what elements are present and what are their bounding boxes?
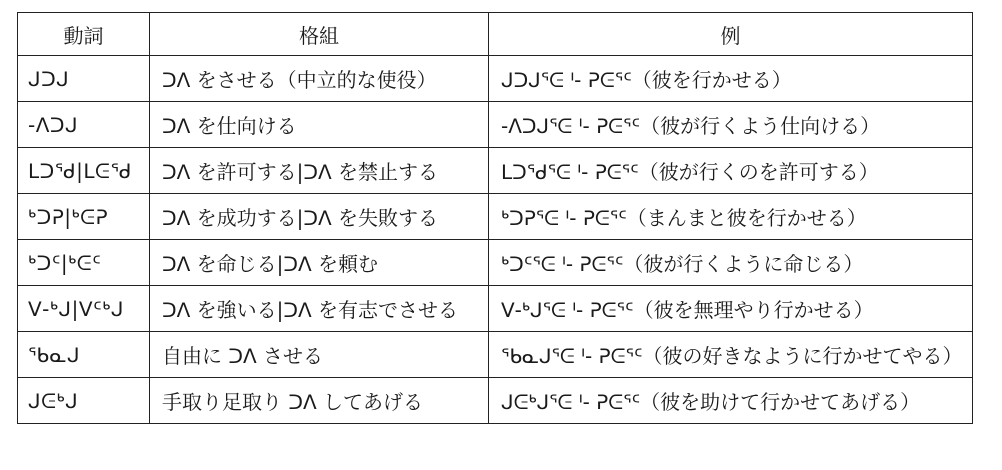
verb-cell: -ᐱᑐᒍ — [18, 102, 150, 148]
header-example: 例 — [489, 13, 973, 56]
table-row — [18, 286, 973, 332]
example-cell: ᖃᓇᒍᕐᕮ ᑊ- ᕈᕮᕐᑦ（彼の好きなように行かせてやる） — [489, 332, 973, 378]
header-verb: 動詞 — [18, 13, 150, 56]
case-frame-cell: ᑐᐱ を成功する|ᑐᐱ を失敗する — [150, 194, 489, 240]
case-frame-cell: ᑐᐱ を許可する|ᑐᐱ を禁止する — [150, 148, 489, 194]
case-frame-cell: ᑐᐱ を仕向ける — [150, 102, 489, 148]
example-cell: ᒍᕮᒃᒍᕐᕮ ᑊ- ᕈᕮᕐᑦ（彼を助けて行かせてあげる） — [489, 378, 973, 424]
table-row — [18, 332, 973, 378]
case-frame-cell: ᑐᐱ を強いる|ᑐᐱ を有志でさせる — [150, 286, 489, 332]
table-header-row — [18, 13, 973, 56]
verb-cell: ᖃᓇᒍ — [18, 332, 150, 378]
case-frame-cell: ᑐᐱ をさせる（中立的な使役） — [150, 56, 489, 102]
header-case-frame: 格組 — [150, 13, 489, 56]
example-cell: ᒃᑐᑦᕐᕮ ᑊ- ᕈᕮᕐᑦ（彼が行くように命じる） — [489, 240, 973, 286]
example-cell: -ᐱᑐᒍᕐᕮ ᑊ- ᕈᕮᕐᑦ（彼が行くよう仕向ける） — [489, 102, 973, 148]
example-cell: ᒃᑐᕈᕐᕮ ᑊ- ᕈᕮᕐᑦ（まんまと彼を行かせる） — [489, 194, 973, 240]
example-cell: ᐯ-ᒃᒍᕐᕮ ᑊ- ᕈᕮᕐᑦ（彼を無理やり行かせる） — [489, 286, 973, 332]
table-row — [18, 102, 973, 148]
verb-cell: ᒃᑐᑦ|ᒃᕮᑦ — [18, 240, 150, 286]
verb-cell: ᐯ-ᒃᒍ|ᐯᑦᒃᒍ — [18, 286, 150, 332]
verb-table — [17, 12, 973, 424]
verb-cell: ᒍᕮᒃᒍ — [18, 378, 150, 424]
example-cell: ᒪᑐᖁᕐᕮ ᑊ- ᕈᕮᕐᑦ（彼が行くのを許可する） — [489, 148, 973, 194]
verb-cell: ᒪᑐᖁ|ᒪᕮᖁ — [18, 148, 150, 194]
verb-cell: ᒍᑐᒍ — [18, 56, 150, 102]
table-row — [18, 194, 973, 240]
case-frame-cell: ᑐᐱ を命じる|ᑐᐱ を頼む — [150, 240, 489, 286]
verb-cell: ᒃᑐᕈ|ᒃᕮᕈ — [18, 194, 150, 240]
table-row — [18, 148, 973, 194]
example-cell: ᒍᑐᒍᕐᕮ ᑊ- ᕈᕮᕐᑦ（彼を行かせる） — [489, 56, 973, 102]
table-row — [18, 56, 973, 102]
table-row — [18, 378, 973, 424]
table-row — [18, 240, 973, 286]
case-frame-cell: 手取り足取り ᑐᐱ してあげる — [150, 378, 489, 424]
case-frame-cell: 自由に ᑐᐱ させる — [150, 332, 489, 378]
